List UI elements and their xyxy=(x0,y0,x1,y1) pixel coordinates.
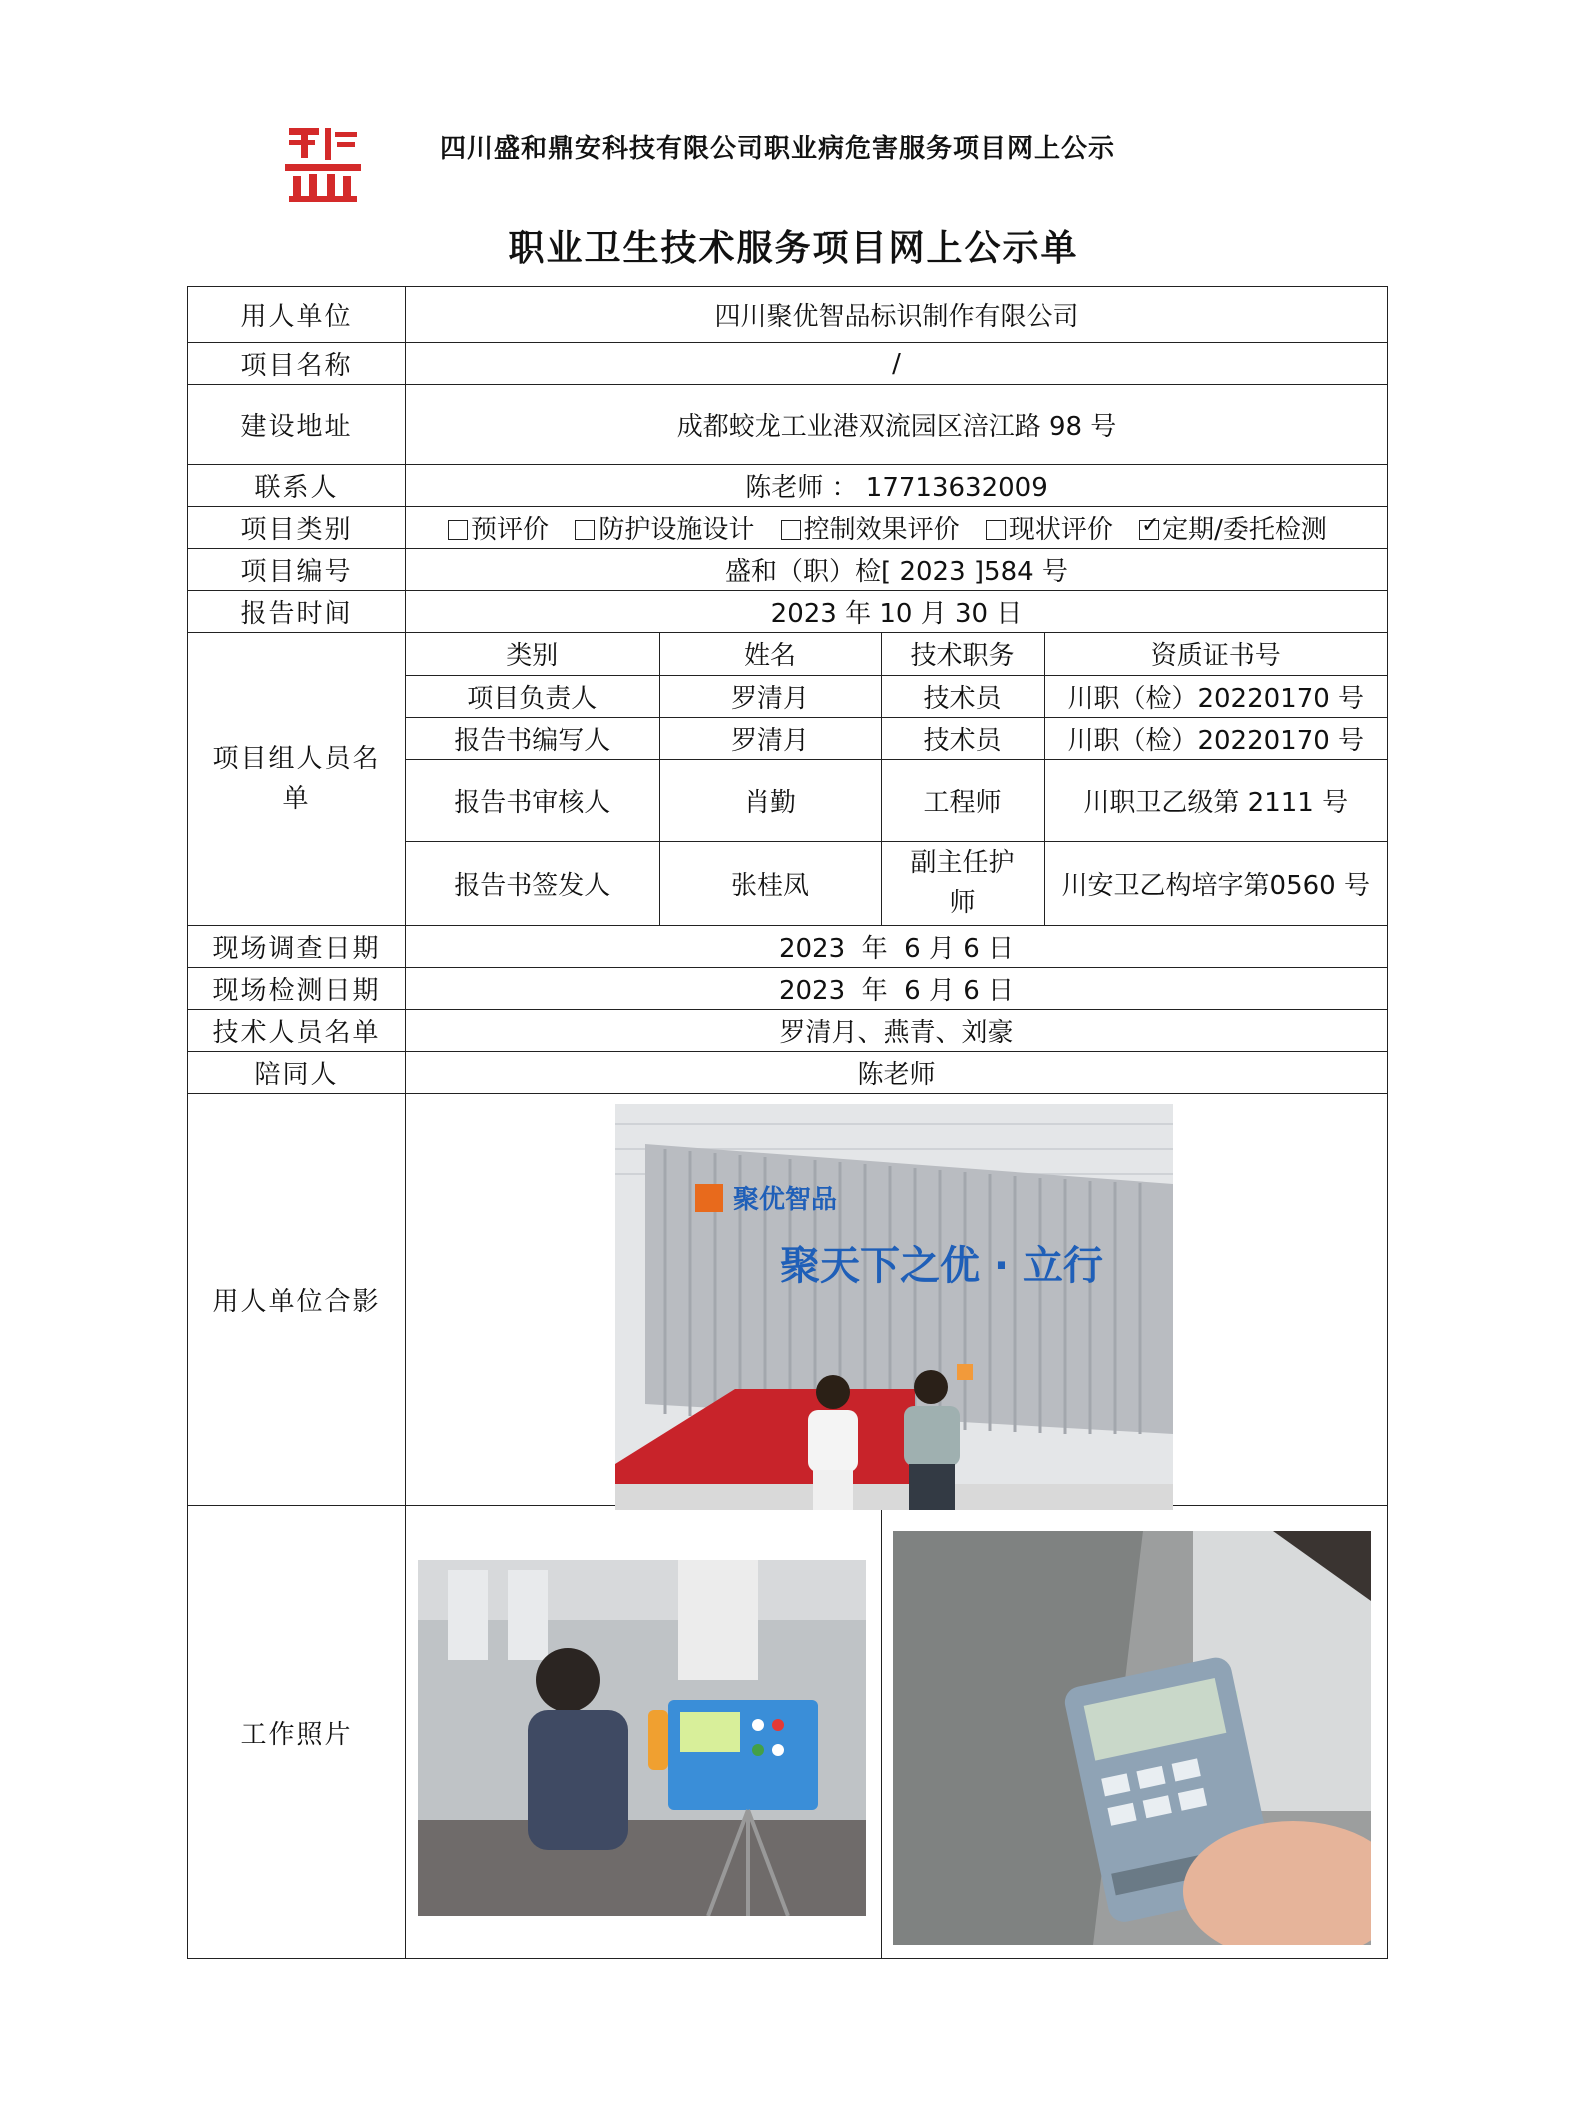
test-date-label: 现场检测日期 xyxy=(188,968,406,1010)
team-cell-role: 报告书编写人 xyxy=(406,717,659,759)
project-name-value: / xyxy=(406,343,1388,385)
companion-value: 陈老师 xyxy=(406,1052,1388,1094)
category-option xyxy=(1139,515,1327,545)
contact-label: 联系人 xyxy=(188,465,406,507)
slogan-sign-text: 聚天下之优 · 立行 xyxy=(780,1243,1104,1289)
address-value: 成都蛟龙工业港双流园区涪江路 98 号 xyxy=(406,385,1388,465)
team-cell-name: 肖勤 xyxy=(659,759,881,841)
project-name-label: 项目名称 xyxy=(188,343,406,385)
team-row xyxy=(406,841,1387,925)
group-photo xyxy=(615,1104,1173,1510)
team-header-row xyxy=(406,633,1387,675)
report-date-label: 报告时间 xyxy=(188,591,406,633)
row-project-no xyxy=(188,549,1388,591)
category-option-label: 预评价 xyxy=(471,515,550,545)
row-companion xyxy=(188,1052,1388,1094)
category-option xyxy=(986,515,1113,545)
team-cell-cert: 川职卫乙级第 2111 号 xyxy=(1044,759,1387,841)
category-options xyxy=(406,507,1388,549)
category-option-label: 防护设施设计 xyxy=(598,515,755,545)
technicians-value: 罗清月、燕青、刘豪 xyxy=(406,1010,1388,1052)
row-contact xyxy=(188,465,1388,507)
technicians-label: 技术人员名单 xyxy=(188,1010,406,1052)
group-photo-label: 用人单位合影 xyxy=(188,1094,406,1506)
project-no-value: 盛和（职）检[ 2023 ]584 号 xyxy=(406,549,1388,591)
team-header: 技术职务 xyxy=(881,633,1044,675)
report-date-value: 2023 年 10 月 30 日 xyxy=(406,591,1388,633)
team-row xyxy=(406,717,1387,759)
photo-divider xyxy=(881,1506,882,1958)
team-row xyxy=(406,759,1387,841)
checked-checkbox-icon xyxy=(1139,520,1159,540)
category-option xyxy=(448,515,549,545)
employer-label: 用人单位 xyxy=(188,287,406,343)
row-test-date xyxy=(188,968,1388,1010)
row-team xyxy=(188,633,1388,926)
companion-label: 陪同人 xyxy=(188,1052,406,1094)
team-header: 类别 xyxy=(406,633,659,675)
team-table xyxy=(406,633,1387,925)
row-address xyxy=(188,385,1388,465)
work-photo-noise-meter xyxy=(893,1531,1371,1945)
brand-sign-text: 聚优智品 xyxy=(733,1185,838,1215)
team-cell-name: 张桂凤 xyxy=(659,841,881,925)
team-cell-name: 罗清月 xyxy=(659,717,881,759)
category-option-label: 现状评价 xyxy=(1008,515,1113,545)
team-cell xyxy=(406,633,1388,926)
checkbox-icon xyxy=(781,520,801,540)
team-header: 资质证书号 xyxy=(1044,633,1387,675)
row-technicians xyxy=(188,1010,1388,1052)
team-cell-title: 副主任护师 xyxy=(881,841,1044,925)
team-cell-title: 技术员 xyxy=(881,675,1044,717)
team-cell-role: 报告书签发人 xyxy=(406,841,659,925)
row-project-name xyxy=(188,343,1388,385)
team-cell-title: 工程师 xyxy=(881,759,1044,841)
team-cell-cert: 川安卫乙构培字第0560 号 xyxy=(1044,841,1387,925)
project-no-label: 项目编号 xyxy=(188,549,406,591)
document-title: 职业卫生技术服务项目网上公示单 xyxy=(508,227,1079,269)
checkbox-icon xyxy=(448,520,468,540)
team-cell-title: 技术员 xyxy=(881,717,1044,759)
category-option xyxy=(781,515,960,545)
row-category xyxy=(188,507,1388,549)
row-employer xyxy=(188,287,1388,343)
employer-value: 四川聚优智品标识制作有限公司 xyxy=(406,287,1388,343)
work-photos-label: 工作照片 xyxy=(188,1506,406,1959)
survey-date-label: 现场调查日期 xyxy=(188,926,406,968)
team-header: 姓名 xyxy=(659,633,881,675)
category-option-label: 控制效果评价 xyxy=(803,515,960,545)
work-photo-sampling xyxy=(418,1560,866,1916)
checkbox-icon xyxy=(986,520,1006,540)
team-cell-cert: 川职（检）20220170 号 xyxy=(1044,675,1387,717)
team-cell-cert: 川职（检）20220170 号 xyxy=(1044,717,1387,759)
contact-value: 陈老师 ： 17713632009 xyxy=(406,465,1388,507)
category-label: 项目类别 xyxy=(188,507,406,549)
row-report-date xyxy=(188,591,1388,633)
team-row xyxy=(406,675,1387,717)
team-cell-role: 项目负责人 xyxy=(406,675,659,717)
category-option xyxy=(575,515,754,545)
survey-date-value: 2023 年 6 月 6 日 xyxy=(406,926,1388,968)
company-notice-header: 四川盛和鼎安科技有限公司职业病危害服务项目网上公示 xyxy=(440,134,1116,164)
company-logo xyxy=(285,126,361,204)
test-date-value: 2023 年 6 月 6 日 xyxy=(406,968,1388,1010)
team-label: 项目组人员名单 xyxy=(188,633,406,926)
category-option-label: 定期/委托检测 xyxy=(1162,515,1327,545)
row-survey-date xyxy=(188,926,1388,968)
team-cell-name: 罗清月 xyxy=(659,675,881,717)
address-label: 建设地址 xyxy=(188,385,406,465)
team-cell-role: 报告书审核人 xyxy=(406,759,659,841)
checkbox-icon xyxy=(575,520,595,540)
